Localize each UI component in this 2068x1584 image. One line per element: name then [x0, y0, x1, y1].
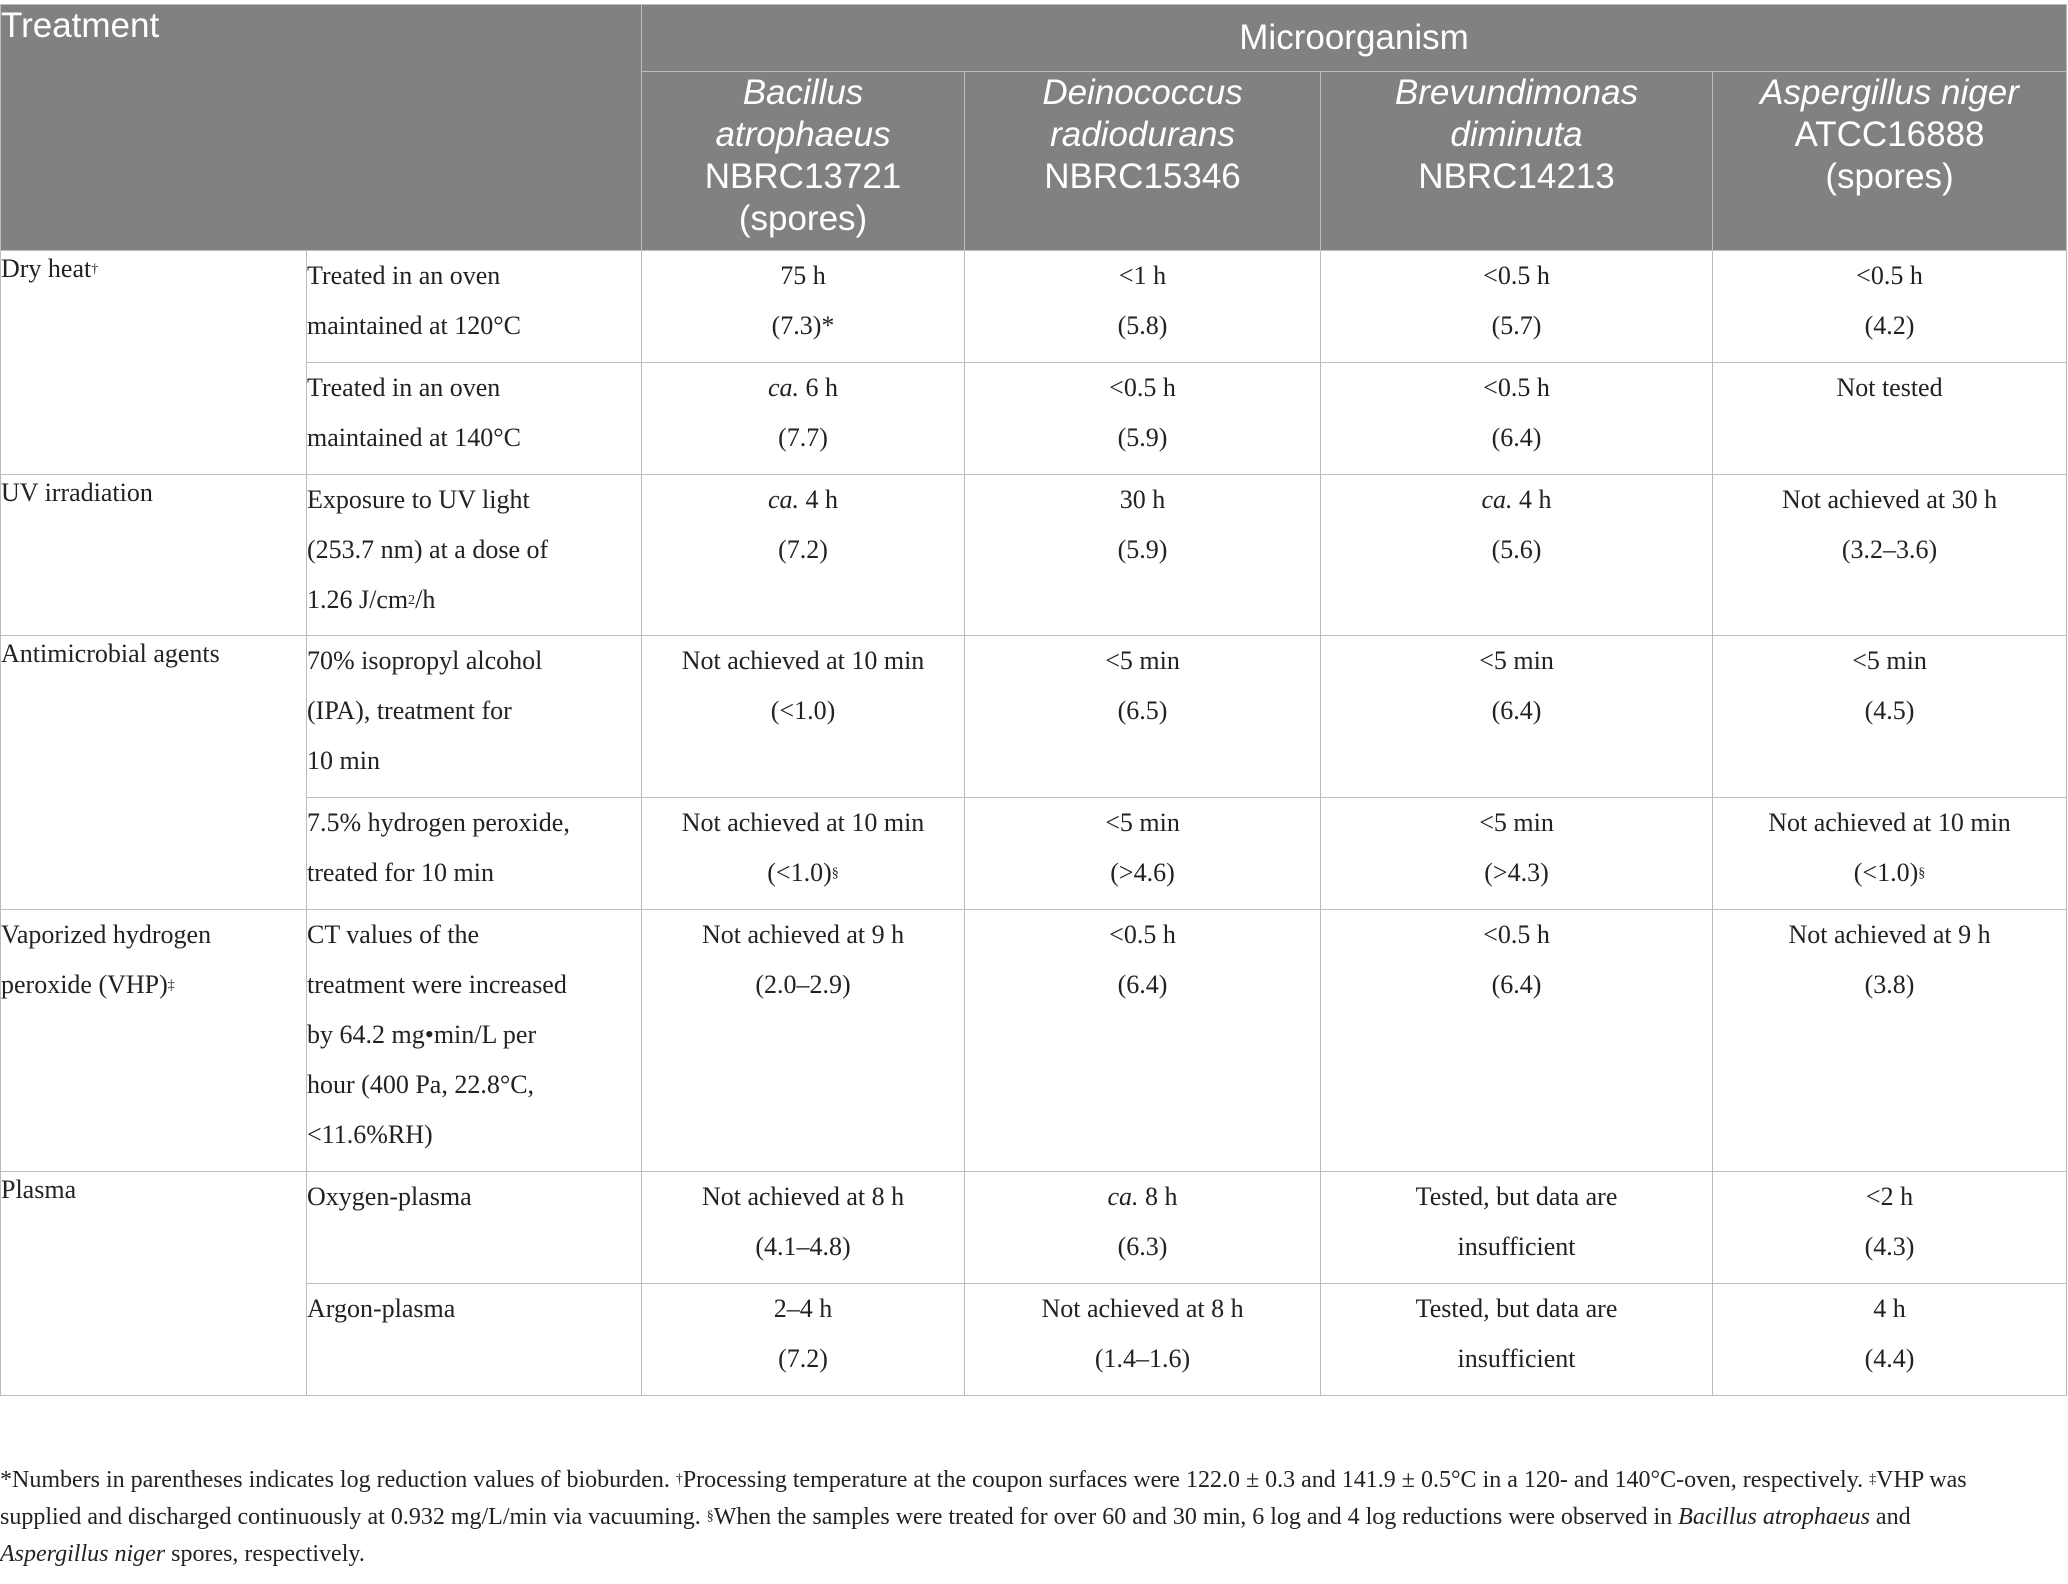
- value-cell: <2 h (4.3): [1713, 1172, 2067, 1284]
- table-footnote: *Numbers in parentheses indicates log reduction values of bioburden. †Processing temperature at the coupon surfaces were 122.0 ± 0.3 and 141.9 ± 0.5°C in a 120- and 140°C-oven, respectively. ‡VHP was supplied and discharged continuously at 0.932 mg/L/min via vacuuming. §When the samples were treated for over 60 and 30 min, 6 log and 4 log reductions were observed in Bacillus atrophaeus and Aspergillus niger spores, respectively.: [0, 1467, 1967, 1567]
- condition-cell: 70% isopropyl alcohol (IPA), treatment for 10 min: [307, 636, 642, 798]
- condition-cell: 7.5% hydrogen peroxide, treated for 10 min: [307, 798, 642, 910]
- table-row: [1, 363, 2067, 475]
- header-organism-brevundimonas: Brevundimonas diminuta NBRC14213: [1321, 72, 1713, 251]
- value-cell: 30 h (5.9): [965, 475, 1321, 636]
- table-row: [1, 251, 2067, 363]
- table-row: [1, 636, 2067, 798]
- value-cell: <5 min (>4.6): [965, 798, 1321, 910]
- condition-cell: Treated in an oven maintained at 140°C: [307, 363, 642, 475]
- condition-cell: Oxygen-plasma: [307, 1172, 642, 1284]
- table-row: [1, 798, 2067, 910]
- header-organism-bacillus: Bacillus atrophaeus NBRC13721 (spores): [642, 72, 965, 251]
- table-row: [1, 910, 2067, 1172]
- value-cell: ca. 6 h (7.7): [642, 363, 965, 475]
- value-cell: <0.5 h (4.2): [1713, 251, 2067, 363]
- value-cell: <5 min (4.5): [1713, 636, 2067, 798]
- value-cell: <1 h (5.8): [965, 251, 1321, 363]
- value-cell: Not achieved at 8 h (4.1–4.8): [642, 1172, 965, 1284]
- value-cell: <5 min (6.5): [965, 636, 1321, 798]
- value-cell: 75 h (7.3)*: [642, 251, 965, 363]
- value-cell: <5 min (>4.3): [1321, 798, 1713, 910]
- value-cell: 2–4 h (7.2): [642, 1284, 965, 1396]
- header-organism-aspergillus: Aspergillus niger ATCC16888 (spores): [1713, 72, 2067, 251]
- value-cell: ca. 4 h (7.2): [642, 475, 965, 636]
- value-cell: ca. 8 h (6.3): [965, 1172, 1321, 1284]
- header-organism-deinococcus: Deinococcus radiodurans NBRC15346: [965, 72, 1321, 251]
- header-treatment: Treatment: [1, 5, 642, 251]
- value-cell: Not achieved at 9 h (2.0–2.9): [642, 910, 965, 1172]
- value-cell: ca. 4 h (5.6): [1321, 475, 1713, 636]
- value-cell: Tested, but data are insufficient: [1321, 1284, 1713, 1396]
- condition-cell: Argon-plasma: [307, 1284, 642, 1396]
- header-microorganism: Microorganism: [642, 5, 2067, 72]
- value-cell: <0.5 h (6.4): [965, 910, 1321, 1172]
- value-cell: Not achieved at 10 min (<1.0): [642, 636, 965, 798]
- value-cell: Not achieved at 30 h (3.2–3.6): [1713, 475, 2067, 636]
- condition-cell: Exposure to UV light (253.7 nm) at a dose of 1.26 $J/cm^2/h$: [307, 475, 642, 636]
- value-cell: Not achieved at 9 h (3.8): [1713, 910, 2067, 1172]
- results-table: [0, 4, 2067, 1396]
- value-cell: Not tested: [1713, 363, 2067, 475]
- value-cell: Not achieved at 8 h (1.4–1.6): [965, 1284, 1321, 1396]
- value-cell: Not achieved at 10 min (<1.0)§: [1713, 798, 2067, 910]
- condition-cell: Treated in an oven maintained at 120°C: [307, 251, 642, 363]
- value-cell: Not achieved at 10 min (<1.0)§: [642, 798, 965, 910]
- value-cell: <0.5 h (6.4): [1321, 910, 1713, 1172]
- value-cell: Tested, but data are insufficient: [1321, 1172, 1713, 1284]
- value-cell: <0.5 h (6.4): [1321, 363, 1713, 475]
- value-cell: 4 h (4.4): [1713, 1284, 2067, 1396]
- table-row: [1, 1172, 2067, 1284]
- category-plasma: Plasma: [1, 1172, 307, 1396]
- category-uv-irradiation: UV irradiation: [1, 475, 307, 636]
- table-row: [1, 1284, 2067, 1396]
- category-vhp: Vaporized hydrogen peroxide (VHP)‡: [1, 910, 307, 1172]
- value-cell: <5 min (6.4): [1321, 636, 1713, 798]
- value-cell: <0.5 h (5.7): [1321, 251, 1713, 363]
- table-row: [1, 475, 2067, 636]
- category-dry-heat: Dry heat†: [1, 251, 307, 475]
- condition-cell: CT values of the treatment were increased by 64.2 mg•min/L per hour (400 Pa, 22.8°C, <11.6%RH): [307, 910, 642, 1172]
- category-antimicrobial-agents: Antimicrobial agents: [1, 636, 307, 910]
- value-cell: <0.5 h (5.9): [965, 363, 1321, 475]
